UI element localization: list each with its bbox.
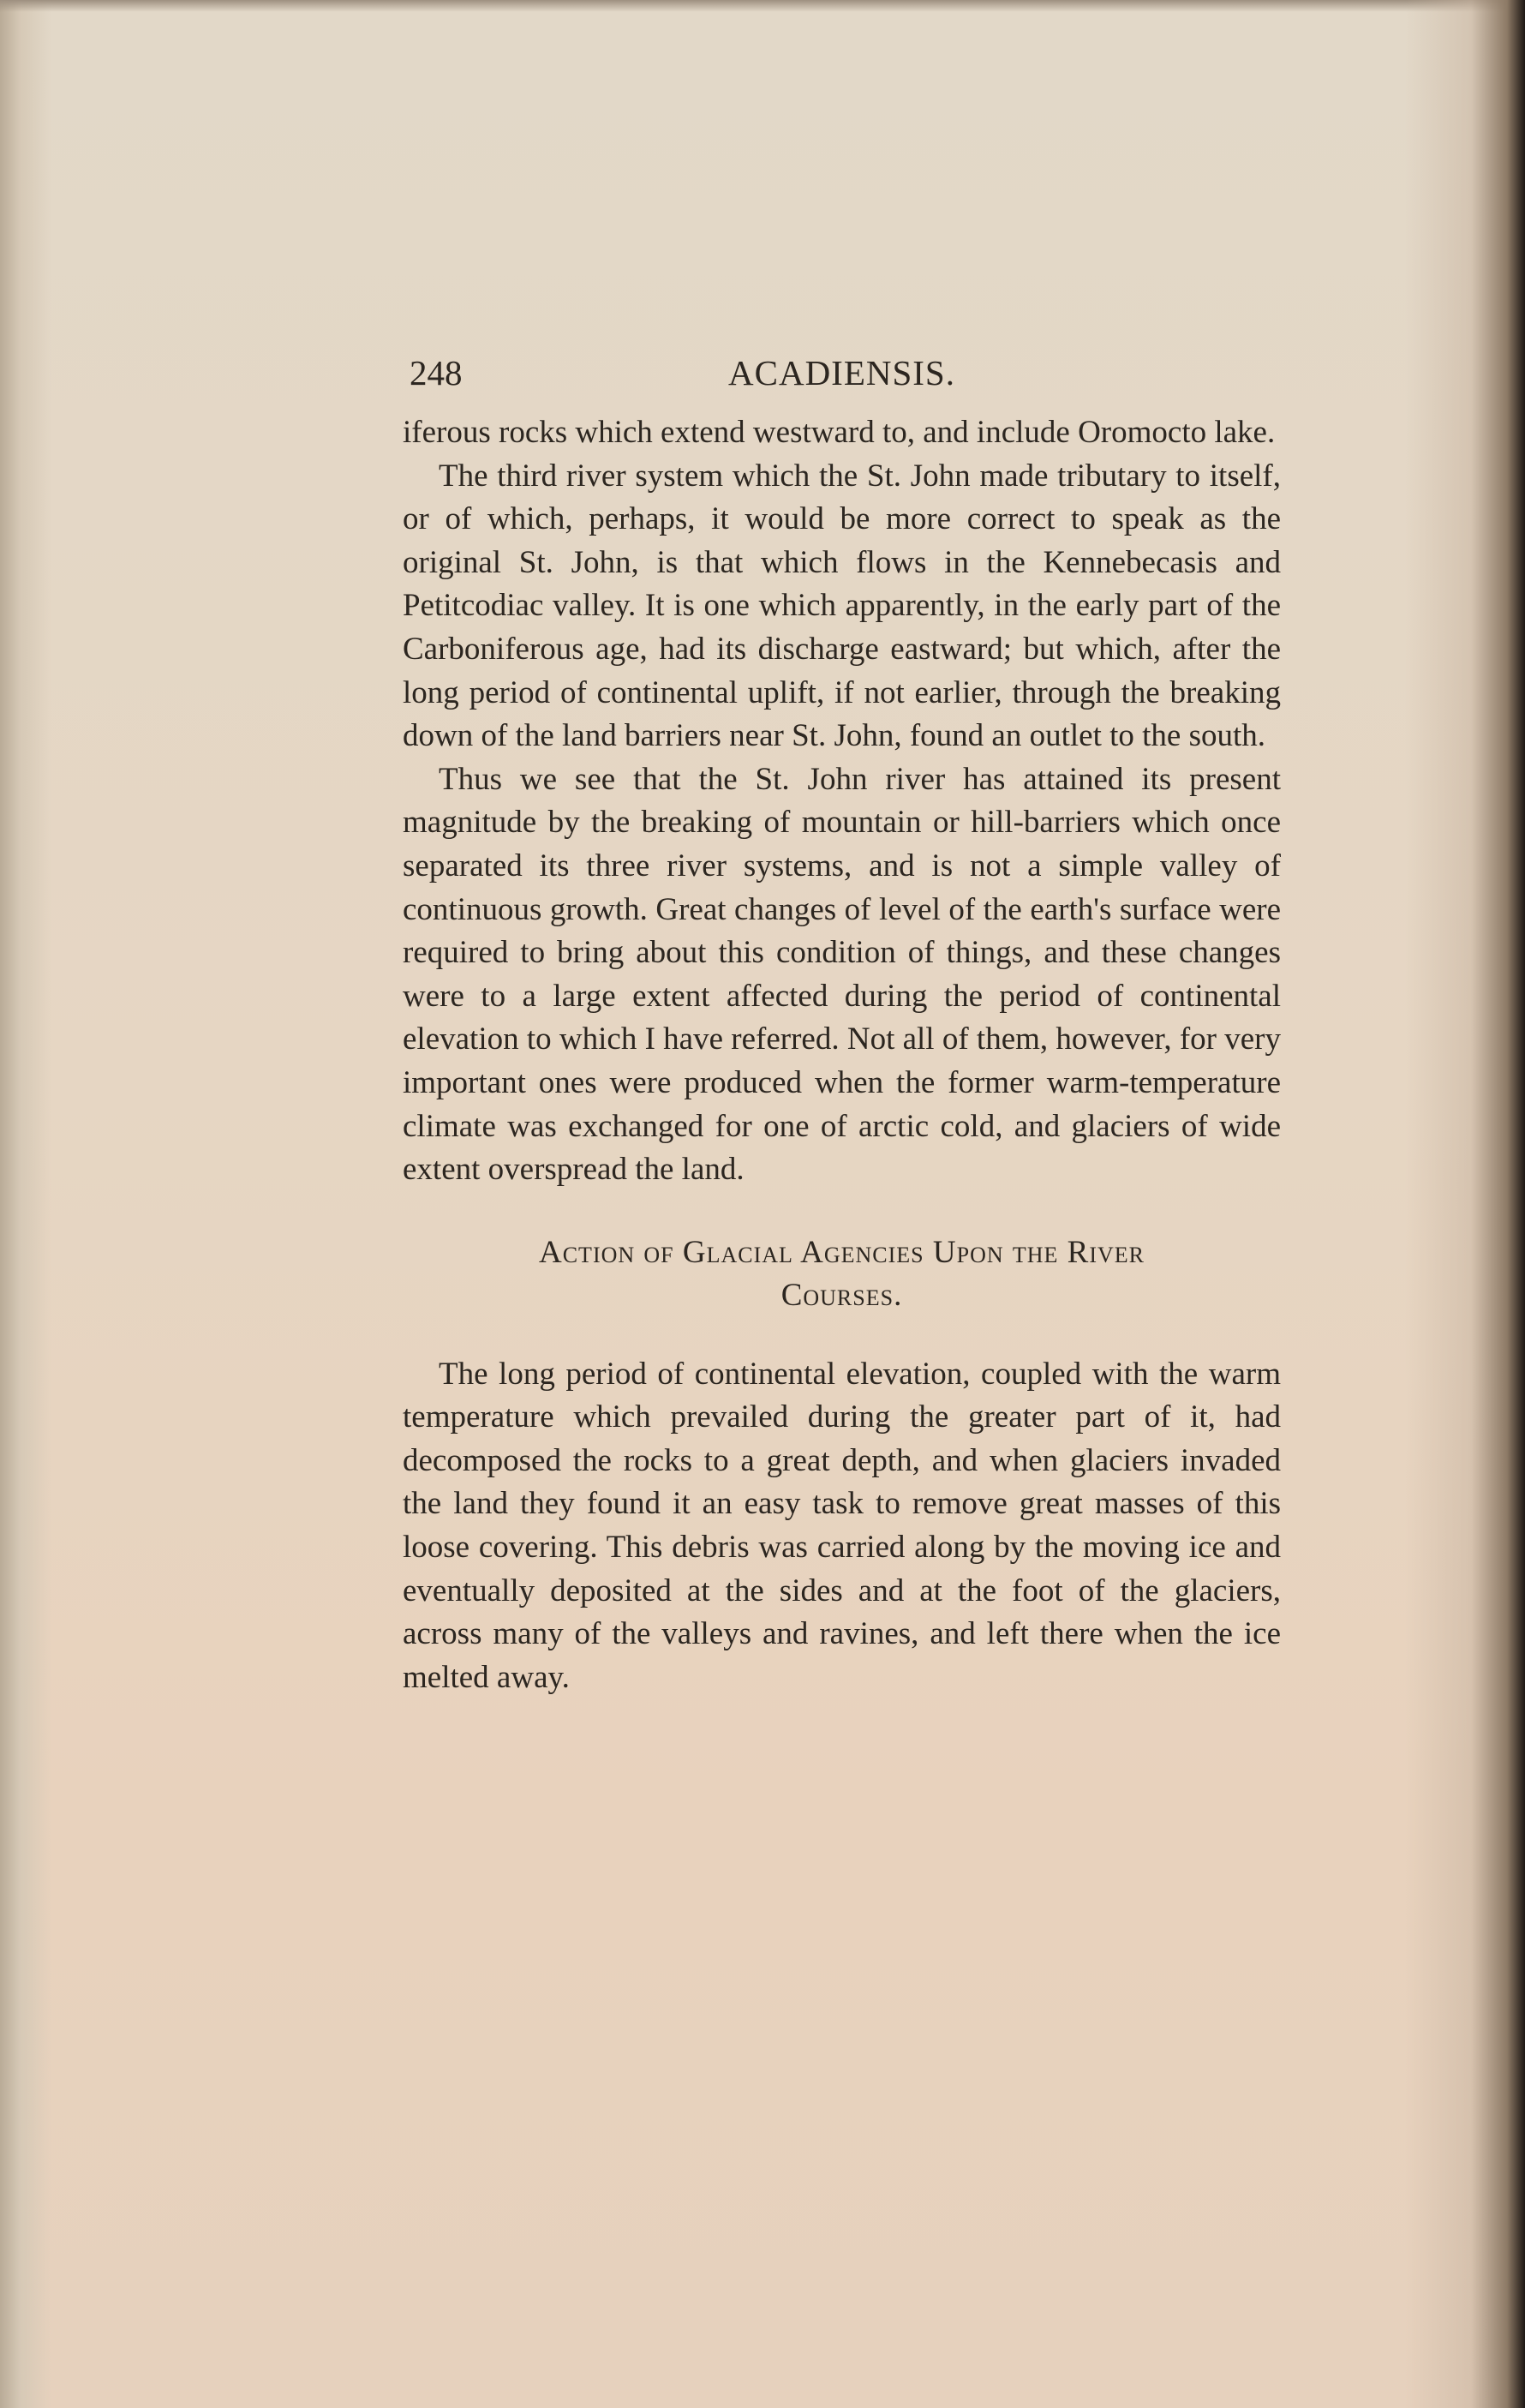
section-heading-line-1: Action of Glacial Agencies Upon the River <box>539 1234 1145 1270</box>
page-left-edge <box>0 0 51 2408</box>
paragraph-glacial-action: The long period of continental elevation, coupled with the warm temperature which prevailed during the greater part of it, had decomposed the rocks to a great depth, and when glaciers invaded the land they found it an easy task to remove great masses of this loose covering. This debris was carried along by the moving ice and eventually deposited at the sides and at the foot of the glaciers, across many of the valleys and ravines, and left there when the ice melted away. <box>403 1356 1281 1695</box>
section-heading <box>403 1231 1281 1317</box>
paragraph-magnitude: Thus we see that the St. John river has attained its present magnitude by the breaking of mountain or hill-barriers which once separated its three river systems, and is not a simple valley of continuous growth. Great changes of level of the earth's surface were required to bring about this condition of things, and these changes were to a large extent affected during the period of continental elevation to which I have referred. Not all of them, however, for very important ones were produced when the former warm-temperature climate was exchanged for one of arctic cold, and glaciers of wide extent overspread the land. <box>403 761 1281 1188</box>
page-number: 248 <box>410 353 463 392</box>
text-block <box>403 351 1281 1699</box>
running-head <box>403 351 1281 411</box>
page-top-edge <box>0 0 1525 12</box>
paragraph-continuation: iferous rocks which extend westward to, and include Oromocto lake. <box>403 415 1276 450</box>
paragraph-third-river-system: The third river system which the St. John made tributary to itself, or of which, perhaps, it would be more correct to speak as the original St. John, is that which flows in the Kennebecasis and Petitcodiac valley. It is one which apparently, in the early part of the Carboniferous age, had its discharge eastward; but which, after the long period of continental uplift, if not earlier, through the breaking down of the land barriers near St. John, found an outlet to the south. <box>403 458 1281 754</box>
running-title: ACADIENSIS. <box>728 353 955 392</box>
page-gutter-shadow <box>1405 0 1525 2408</box>
section-heading-line-2: Courses. <box>780 1277 903 1313</box>
